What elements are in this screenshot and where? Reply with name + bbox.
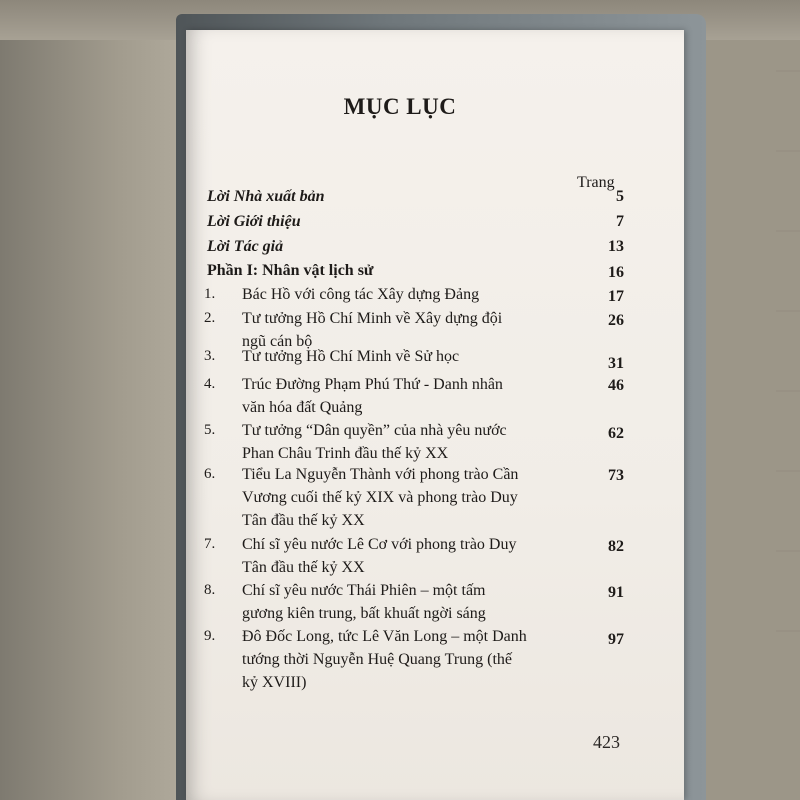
bleed-through: [776, 470, 800, 472]
entry-number: 9.: [204, 628, 216, 644]
entry-number: 8.: [204, 582, 216, 598]
entry-line: Đô Đốc Long, tức Lê Văn Long – một Danh: [242, 628, 527, 645]
entry-line: Tân đầu thế kỷ XX: [242, 512, 365, 529]
entry-page: 46: [608, 377, 624, 394]
entry-line: gương kiên trung, bất khuất ngời sáng: [242, 605, 486, 622]
entry-line: Tư tưởng “Dân quyền” của nhà yêu nước: [242, 422, 507, 439]
bleed-through: [776, 230, 800, 232]
entry-line: Lời Giới thiệu: [207, 213, 301, 230]
entry-page: 31: [608, 355, 624, 372]
entry-number: 1.: [204, 286, 216, 302]
entry-line: Lời Nhà xuất bản: [207, 188, 325, 205]
bleed-through: [776, 150, 800, 152]
entry-page: 97: [608, 631, 624, 648]
entry-page: 13: [608, 238, 624, 255]
entry-line: Tư tưởng Hồ Chí Minh về Sử học: [242, 348, 460, 365]
page-number: 423: [593, 732, 620, 752]
entry-line: Trúc Đường Phạm Phú Thứ - Danh nhân: [242, 376, 503, 393]
bleed-through: [776, 550, 800, 552]
toc-title: MỤC LỤC: [343, 94, 457, 119]
entry-line: kỷ XVIII): [242, 674, 307, 691]
entry-page: 73: [608, 467, 624, 484]
entry-number: 7.: [204, 536, 216, 552]
entry-line: Lời Tác giả: [207, 238, 284, 255]
page-column-header: Trang: [577, 174, 615, 191]
entry-line: Tân đầu thế kỷ XX: [242, 559, 365, 576]
table-background: [0, 0, 200, 800]
entry-page: 5: [616, 188, 624, 205]
entry-line: văn hóa đất Quảng: [242, 399, 363, 416]
entry-page: 82: [608, 538, 624, 555]
entry-line: ngũ cán bộ: [242, 333, 313, 350]
entry-line: Tư tưởng Hồ Chí Minh về Xây dựng đội: [242, 310, 503, 327]
entry-page: 17: [608, 288, 624, 305]
entry-line: Bác Hồ với công tác Xây dựng Đảng: [242, 286, 480, 303]
bleed-through: [776, 390, 800, 392]
bleed-through: [776, 630, 800, 632]
entry-number: 3.: [204, 348, 216, 364]
entry-page: 7: [616, 213, 624, 230]
entry-number: 6.: [204, 466, 216, 482]
entry-line: tướng thời Nguyễn Huệ Quang Trung (thế: [242, 651, 513, 668]
entry-number: 5.: [204, 422, 216, 438]
entry-page: 62: [608, 425, 624, 442]
entry-number: 2.: [204, 310, 216, 326]
bleed-through: [776, 70, 800, 72]
bleed-through: [776, 310, 800, 312]
entry-line: Vương cuối thế kỷ XIX và phong trào Duy: [242, 489, 518, 506]
entry-line: Phan Châu Trinh đầu thế kỷ XX: [242, 445, 449, 462]
entry-line: Chí sĩ yêu nước Thái Phiên – một tấm: [242, 582, 486, 599]
entry-line: Phần I: Nhân vật lịch sử: [207, 262, 374, 279]
entry-page: 26: [608, 312, 624, 329]
entry-line: Tiểu La Nguyễn Thành với phong trào Cần: [242, 466, 519, 483]
entry-page: 16: [608, 264, 624, 281]
entry-line: Chí sĩ yêu nước Lê Cơ với phong trào Duy: [242, 536, 517, 553]
entry-number: 4.: [204, 376, 216, 392]
entry-page: 91: [608, 584, 624, 601]
